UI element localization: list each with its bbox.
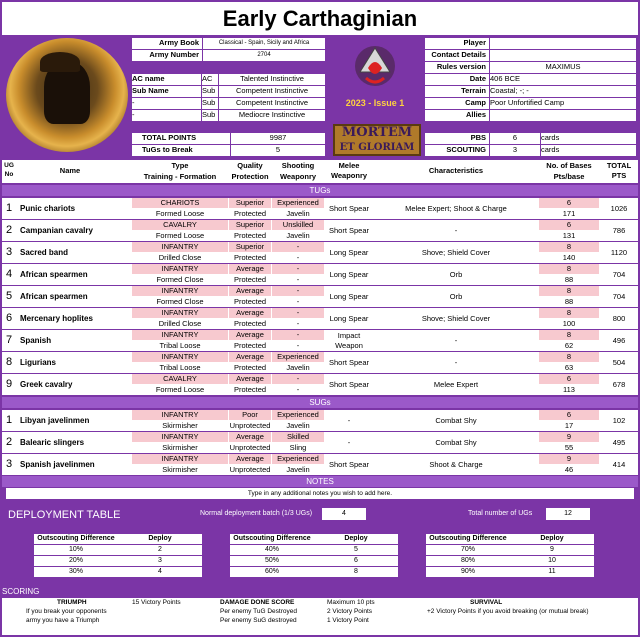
total-points-label: TOTAL POINTS [132,133,230,144]
unit-bases[interactable]: 8 [539,330,599,340]
unit-melee[interactable]: Short Spear [325,454,373,475]
unit-training[interactable]: Formed Close [132,275,228,285]
unit-melee[interactable]: Long Spear [325,308,373,329]
unit-number: 2 [2,220,16,241]
unit-melee[interactable]: Short Spear [325,198,373,219]
unit-total: 1026 [600,198,638,219]
unit-type[interactable]: INFANTRY [132,264,228,274]
spartan-helmet-logo [6,38,128,152]
allies-value[interactable] [490,110,636,121]
header-protection: Protection [229,172,271,182]
commander-type: Sub [202,110,218,121]
unit-name[interactable]: African spearmen [20,264,130,285]
unit-type[interactable]: CAVALRY [132,374,228,384]
unit-bases[interactable]: 6 [539,374,599,384]
unit-characteristics[interactable]: Melee Expert [374,374,538,395]
header-training: Training - Formation [132,172,228,182]
unit-total: 102 [600,410,638,431]
unit-quality[interactable]: Superior [229,198,271,208]
deploy-diff: 70% [460,546,475,553]
deploy-diff: 80% [460,557,475,564]
army-book-label: Army Book [132,38,202,49]
unit-name[interactable]: African spearmen [20,286,130,307]
unit-shooting[interactable]: - [272,374,324,384]
unit-characteristics[interactable]: Combat Shy [374,432,538,453]
tugs-to-break-value: 5 [231,145,325,156]
unit-weapon[interactable]: - [272,275,324,285]
damage-points-1: 2 Victory Points [327,608,373,615]
triumph-text-2: army you have a Triumph [26,617,100,624]
unit-shooting[interactable]: Unskilled [272,220,324,230]
unit-protection[interactable]: Protected [229,341,271,351]
unit-training[interactable]: Tribal Loose [132,363,228,373]
unit-number: 1 [2,410,16,431]
rules-version-value[interactable]: MAXIMUS [490,62,636,73]
unit-number: 5 [2,286,16,307]
unit-quality[interactable]: Average [229,308,271,318]
unit-training[interactable]: Skirmisher [132,421,228,431]
header-pts-base: Pts/base [539,172,599,182]
survival-text: +2 Victory Points if you avoid breaking (or mutual break) [427,608,589,615]
unit-total: 678 [600,374,638,395]
unit-quality[interactable]: Average [229,286,271,296]
unit-name[interactable]: Punic chariots [20,198,130,219]
unit-type[interactable]: INFANTRY [132,242,228,252]
unit-name[interactable]: Ligurians [20,352,130,373]
triumph-points: 15 Victory Points [132,599,181,606]
unit-pts-base: 171 [539,209,599,219]
unit-weapon[interactable]: Javelin [272,209,324,219]
unit-melee[interactable]: Long Spear [325,264,373,285]
scouting-label: SCOUTING [425,145,489,156]
unit-training[interactable]: Skirmisher [132,465,228,475]
total-ugs-value: 12 [546,508,590,520]
unit-total: 495 [600,432,638,453]
col-deploy: Deploy [148,535,172,542]
unit-shooting[interactable]: - [272,286,324,296]
unit-pts-base: 62 [539,341,599,351]
unit-number: 6 [2,308,16,329]
unit-quality[interactable]: Poor [229,410,271,420]
unit-quality[interactable]: Average [229,432,271,442]
damage-text-1: Per enemy TuG Destroyed [220,608,297,615]
col-outscouting: Outscouting Difference [429,535,507,542]
scoring-title: SCORING [2,587,40,596]
deploy-count: 8 [354,568,358,575]
unit-protection[interactable]: Protected [229,363,271,373]
units-header-row [2,160,638,183]
unit-characteristics[interactable]: Shove; Shield Cover [374,242,538,263]
unit-pts-base: 131 [539,231,599,241]
unit-number: 7 [2,330,16,351]
unit-quality[interactable]: Average [229,352,271,362]
unit-name[interactable]: Sacred band [20,242,130,263]
issue-label: 2023 - Issue 1 [345,98,405,108]
unit-weapon[interactable]: - [272,319,324,329]
deploy-table-1 [34,534,202,577]
deploy-diff: 10% [68,546,83,553]
unit-shooting[interactable]: Experienced [272,198,324,208]
scoring-panel [2,598,638,635]
header-quality: Quality [229,161,271,171]
unit-characteristics[interactable]: Orb [374,264,538,285]
unit-type[interactable]: INFANTRY [132,454,228,464]
rules-version-label: Rules version [425,62,489,73]
col-deploy: Deploy [344,535,368,542]
unit-training[interactable]: Formed Loose [132,231,228,241]
pbs-unit: cards [541,133,636,144]
unit-training[interactable]: Drilled Close [132,319,228,329]
unit-melee[interactable]: Impact Weapon [325,330,373,351]
unit-bases[interactable]: 8 [539,264,599,274]
unit-bases[interactable]: 8 [539,352,599,362]
player-value[interactable] [490,38,636,49]
deploy-diff: 50% [264,557,279,564]
terrain-value[interactable]: Coastal; -; - [490,86,636,97]
unit-protection[interactable]: Unprotected [229,465,271,474]
commander-name[interactable]: - [132,98,201,109]
commander-name[interactable]: Sub Name [132,86,201,97]
unit-melee[interactable]: - [325,410,373,431]
unit-protection[interactable]: Protected [229,297,271,307]
camp-value[interactable]: Poor Unfortified Camp [490,98,636,109]
unit-shooting[interactable]: Experienced [272,352,324,362]
header-ug: UG No [2,161,16,181]
unit-pts-base: 140 [539,253,599,263]
commander-quality[interactable]: Talented Instinctive [219,74,325,85]
unit-row [2,374,638,395]
unit-protection[interactable]: Protected [229,253,271,263]
unit-characteristics[interactable]: Combat Shy [374,410,538,431]
deploy-count: 3 [158,557,162,564]
unit-type[interactable]: CHARIOTS [132,198,228,208]
unit-bases[interactable]: 6 [539,220,599,230]
deploy-batch-value: 4 [322,508,366,520]
deploy-diff: 90% [460,568,475,575]
header-name: Name [20,166,120,176]
mortem-et-gloriam-logo: MORTEM ET GLORIAM [333,124,421,156]
commander-type: Sub [202,86,218,97]
sugs-section-header: SUGs [2,397,638,408]
unit-quality[interactable]: Superior [229,220,271,230]
unit-number: 2 [2,432,16,453]
unit-protection[interactable]: Protected [229,231,271,241]
pbs-label: PBS [425,133,489,144]
unit-quality[interactable]: Average [229,454,271,464]
header-total: TOTAL PTS [600,161,638,181]
unit-name[interactable]: Campanian cavalry [20,220,130,241]
notes-field[interactable]: Type in any additional notes you wish to add here. [6,488,634,499]
unit-total: 704 [600,286,638,307]
unit-weapon[interactable]: - [272,253,324,263]
unit-type[interactable]: INFANTRY [132,410,228,420]
unit-pts-base: 46 [539,465,599,475]
unit-type[interactable]: INFANTRY [132,308,228,318]
unit-weapon[interactable]: - [272,341,324,351]
damage-points-2: 1 Victory Point [327,617,369,624]
unit-melee[interactable]: - [325,432,373,453]
unit-pts-base: 63 [539,363,599,373]
deploy-count: 6 [354,557,358,564]
unit-name[interactable]: Spanish javelinmen [20,454,130,475]
survival-label: SURVIVAL [470,599,503,606]
col-outscouting: Outscouting Difference [37,535,115,542]
unit-type[interactable]: INFANTRY [132,286,228,296]
unit-training[interactable]: Skirmisher [132,443,228,453]
col-outscouting: Outscouting Difference [233,535,311,542]
unit-shooting[interactable]: - [272,264,324,274]
deploy-table-3 [426,534,594,577]
unit-shooting[interactable]: Experienced [272,410,324,420]
unit-protection[interactable]: Protected [229,209,271,219]
unit-total: 800 [600,308,638,329]
deploy-diff: 20% [68,557,83,564]
unit-type[interactable]: CAVALRY [132,220,228,230]
unit-row [2,264,638,285]
unit-row [2,352,638,373]
unit-row [2,410,638,431]
unit-total: 496 [600,330,638,351]
unit-shooting[interactable]: - [272,330,324,340]
unit-total: 414 [600,454,638,475]
unit-pts-base: 100 [539,319,599,329]
date-label: Date [425,74,489,85]
unit-training[interactable]: Drilled Close [132,253,228,263]
unit-row [2,220,638,241]
unit-weapon[interactable]: Javelin [272,421,324,431]
header-melee: Melee Weaponry [325,161,373,181]
unit-characteristics[interactable]: Orb [374,286,538,307]
unit-row [2,242,638,263]
unit-protection[interactable]: Protected [229,319,271,329]
unit-name[interactable]: Balearic slingers [20,432,130,453]
unit-total: 704 [600,264,638,285]
unit-quality[interactable]: Average [229,374,271,384]
unit-pts-base: 17 [539,421,599,431]
unit-pts-base: 113 [539,385,599,395]
unit-row [2,286,638,307]
unit-characteristics[interactable]: - [374,330,538,351]
damage-max: Maximum 10 pts [327,599,375,606]
tugs-section-header: TUGs [2,185,638,196]
damage-label: DAMAGE DONE SCORE [220,599,295,606]
deploy-count: 11 [548,568,556,575]
unit-pts-base: 88 [539,275,599,285]
commander-type: Sub [202,98,218,109]
header-characteristics: Characteristics [374,166,538,176]
unit-total: 504 [600,352,638,373]
header-bases: No. of Bases [539,161,599,171]
unit-bases[interactable]: 9 [539,432,599,442]
unit-name[interactable]: Mercenary hoplites [20,308,130,329]
unit-training[interactable]: Formed Loose [132,209,228,219]
deployment-title: DEPLOYMENT TABLE [8,509,121,521]
unit-protection[interactable]: Protected [229,385,271,395]
unit-name[interactable]: Spanish [20,330,130,351]
unit-number: 1 [2,198,16,219]
total-points-value: 9987 [231,133,325,144]
unit-bases[interactable]: 8 [539,242,599,252]
unit-characteristics[interactable]: Shove; Shield Cover [374,308,538,329]
unit-protection[interactable]: Unprotected [229,443,271,452]
damage-text-2: Per enemy SuG destroyed [220,617,297,624]
deploy-count: 10 [548,557,556,564]
deploy-count: 9 [550,546,554,553]
header-type: Type [132,161,228,171]
deploy-diff: 40% [264,546,279,553]
tugs-to-break-label: TuGs to Break [132,145,230,156]
unit-total: 786 [600,220,638,241]
date-value[interactable]: 406 BCE [490,74,636,85]
unit-type[interactable]: INFANTRY [132,330,228,340]
unit-pts-base: 55 [539,443,599,453]
unit-characteristics[interactable]: Melee Expert; Shoot & Charge [374,198,538,219]
commander-name[interactable]: AC name [132,74,201,85]
col-deploy: Deploy [540,535,564,542]
commander-quality[interactable]: Competent Instinctive [219,98,325,109]
unit-training[interactable]: Formed Loose [132,385,228,395]
unit-protection[interactable]: Unprotected [229,421,271,430]
unit-number: 8 [2,352,16,373]
unit-quality[interactable]: Average [229,330,271,340]
unit-melee[interactable]: Long Spear [325,242,373,263]
deploy-diff: 30% [68,568,83,575]
deploy-batch-label: Normal deployment batch (1/3 UGs) [200,510,313,517]
contact-label: Contact Details [425,50,489,61]
deploy-count: 5 [354,546,358,553]
camp-label: Camp [425,98,489,109]
pbs-value: 6 [490,133,540,144]
unit-training[interactable]: Tribal Loose [132,341,228,351]
unit-shooting[interactable]: - [272,308,324,318]
unit-weapon[interactable]: - [272,297,324,307]
unit-quality[interactable]: Average [229,264,271,274]
unit-row [2,198,638,219]
total-ugs-label: Total number of UGs [468,510,533,517]
header-shooting: Shooting [272,161,324,171]
unit-weapon[interactable]: - [272,385,324,395]
unit-melee[interactable]: Short Spear [325,374,373,395]
unit-weapon[interactable]: Javelin [272,465,324,475]
unit-bases[interactable]: 6 [539,198,599,208]
commander-quality[interactable]: Mediocre Instinctive [219,110,325,121]
player-label: Player [425,38,489,49]
unit-melee[interactable]: Short Spear [325,352,373,373]
unit-bases[interactable]: 8 [539,308,599,318]
unit-characteristics[interactable]: Shoot & Charge [374,454,538,475]
unit-number: 4 [2,264,16,285]
mortem-emblem-icon [352,42,398,90]
unit-weapon[interactable]: Javelin [272,231,324,241]
unit-number: 9 [2,374,16,395]
unit-total: 1120 [600,242,638,263]
army-title: Early Carthaginian [2,2,638,35]
unit-weapon[interactable]: Javelin [272,363,324,373]
unit-shooting[interactable]: - [272,242,324,252]
unit-melee[interactable]: Long Spear [325,286,373,307]
unit-number: 3 [2,242,16,263]
unit-type[interactable]: INFANTRY [132,352,228,362]
deploy-count: 2 [158,546,162,553]
commander-type: AC [202,74,218,85]
unit-protection[interactable]: Protected [229,275,271,285]
scouting-value: 3 [490,145,540,156]
unit-training[interactable]: Formed Close [132,297,228,307]
unit-number: 3 [2,454,16,475]
deploy-count: 4 [158,568,162,575]
deploy-diff: 60% [264,568,279,575]
unit-characteristics[interactable]: - [374,220,538,241]
commander-name[interactable]: - [132,110,201,121]
unit-pts-base: 88 [539,297,599,307]
deploy-table-2 [230,534,398,577]
unit-melee[interactable]: Short Spear [325,220,373,241]
unit-name[interactable]: Greek cavalry [20,374,130,395]
unit-row [2,454,638,475]
allies-label: Allies [425,110,489,121]
unit-bases[interactable]: 8 [539,286,599,296]
unit-quality[interactable]: Superior [229,242,271,252]
unit-characteristics[interactable]: - [374,352,538,373]
unit-name[interactable]: Libyan javelinmen [20,410,130,431]
unit-shooting[interactable]: Experienced [272,454,324,464]
unit-shooting[interactable]: Skilled [272,432,324,442]
army-number-label: Army Number [132,50,202,61]
scouting-unit: cards [541,145,636,156]
notes-header: NOTES [2,476,638,487]
unit-type[interactable]: INFANTRY [132,432,228,442]
unit-bases[interactable]: 9 [539,454,599,464]
army-number-value[interactable]: 2704 [203,50,325,61]
triumph-text-1: If you break your opponents [26,608,107,615]
commander-quality[interactable]: Competent Instinctive [219,86,325,97]
terrain-label: Terrain [425,86,489,97]
unit-row [2,432,638,453]
contact-value[interactable] [490,50,636,61]
triumph-label: TRIUMPH [57,599,87,606]
army-book-value[interactable]: Classical - Spain, Sicily and Africa [203,38,325,49]
header-weaponry: Weaponry [272,172,324,182]
unit-bases[interactable]: 6 [539,410,599,420]
unit-row [2,308,638,329]
unit-row [2,330,638,351]
unit-weapon[interactable]: Sling [272,443,324,453]
